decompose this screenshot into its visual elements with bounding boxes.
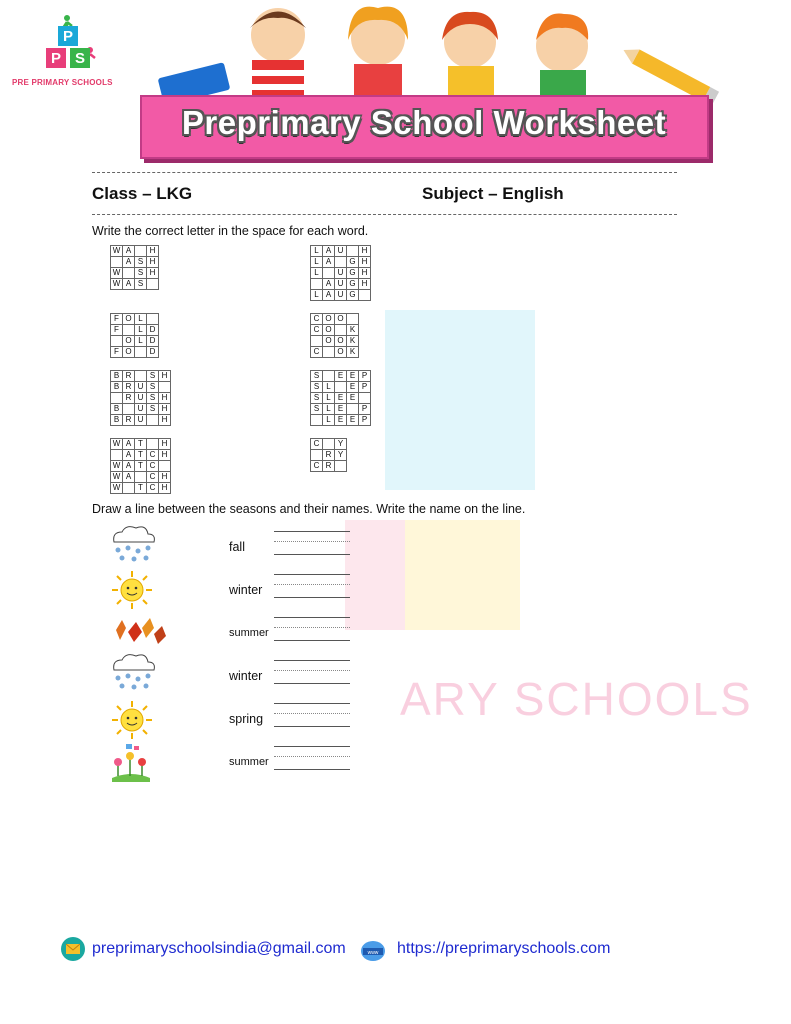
grid-letter: C: [147, 461, 159, 472]
grid-blank[interactable]: [123, 268, 135, 279]
letter-grid-left-3: [110, 370, 171, 426]
divider-bottom: [92, 214, 677, 215]
writing-line-top: [274, 660, 350, 661]
grid-letter: H: [159, 371, 171, 382]
grid-letter: A: [123, 257, 135, 268]
grid-letter: A: [123, 246, 135, 257]
grid-letter: C: [311, 314, 323, 325]
grid-letter: G: [347, 268, 359, 279]
grid-letter: P: [359, 415, 371, 426]
grid-blank[interactable]: [111, 393, 123, 404]
globe-icon: [360, 940, 386, 962]
footer-website[interactable]: https://preprimaryschools.com: [397, 940, 611, 957]
grid-letter: R: [323, 461, 335, 472]
grid-letter: F: [111, 314, 123, 325]
grid-letter: C: [311, 439, 323, 450]
grid-letter: L: [311, 246, 323, 257]
writing-line-base[interactable]: [274, 769, 350, 770]
logo-text: PRE PRIMARY SCHOOLS: [12, 78, 113, 87]
letter-grid-right-2: [310, 313, 359, 358]
grid-letter: F: [111, 325, 123, 336]
writing-line-mid: [274, 756, 350, 757]
grid-letter: C: [147, 483, 159, 494]
grid-letter: U: [335, 290, 347, 301]
watermark-block-s: [405, 520, 520, 630]
grid-letter: H: [159, 450, 171, 461]
grid-letter: U: [335, 246, 347, 257]
subject-label: Subject – English: [422, 184, 564, 203]
grid-blank[interactable]: [311, 450, 323, 461]
grid-letter: O: [335, 347, 347, 358]
grid-letter: G: [347, 257, 359, 268]
logo-letter-left: P: [46, 48, 66, 68]
svg-text:www: www: [367, 950, 379, 956]
grid-letter: B: [111, 404, 123, 415]
grid-letter: B: [111, 415, 123, 426]
grid-letter: R: [123, 393, 135, 404]
grid-blank[interactable]: [335, 257, 347, 268]
letter-grid-right-1: [310, 245, 371, 301]
grid-letter: B: [111, 371, 123, 382]
writing-line-top: [274, 574, 350, 575]
watermark-block-left: [345, 520, 405, 630]
letter-grid-right-4: [310, 438, 347, 472]
grid-letter: D: [147, 325, 159, 336]
season-word-5: spring: [229, 712, 264, 726]
grid-letter: S: [147, 393, 159, 404]
grid-letter: W: [111, 279, 123, 290]
grid-blank[interactable]: [347, 246, 359, 257]
grid-blank[interactable]: [323, 371, 335, 382]
grid-blank[interactable]: [147, 415, 159, 426]
grid-letter: L: [311, 257, 323, 268]
grid-blank[interactable]: [159, 461, 171, 472]
snow-cloud-icon: [108, 652, 158, 692]
grid-letter: H: [159, 439, 171, 450]
grid-letter: A: [323, 290, 335, 301]
grid-blank[interactable]: [147, 279, 159, 290]
grid-letter: E: [347, 415, 359, 426]
sun-icon: [110, 570, 154, 610]
season-word-3: summer: [229, 627, 269, 639]
grid-letter: C: [147, 450, 159, 461]
grid-letter: W: [111, 246, 123, 257]
grid-letter: S: [135, 279, 147, 290]
grid-letter: H: [359, 257, 371, 268]
grid-letter: Y: [335, 450, 347, 461]
grid-letter: H: [359, 268, 371, 279]
instruction-seasons: Draw a line between the seasons and their names. Write the name on the line.: [92, 502, 526, 516]
logo-letter-right: S: [70, 48, 90, 68]
instruction-letters: Write the correct letter in the space for each word.: [92, 224, 369, 238]
grid-letter: F: [111, 347, 123, 358]
grid-letter: S: [311, 371, 323, 382]
season-word-1: fall: [229, 540, 245, 554]
grid-letter: O: [335, 314, 347, 325]
grid-letter: S: [311, 393, 323, 404]
grid-letter: A: [323, 257, 335, 268]
grid-letter: U: [335, 268, 347, 279]
grid-blank[interactable]: [147, 314, 159, 325]
grid-blank[interactable]: [323, 268, 335, 279]
writing-line-mid: [274, 670, 350, 671]
grid-letter: E: [335, 415, 347, 426]
grid-letter: S: [147, 404, 159, 415]
writing-line-top: [274, 617, 350, 618]
grid-letter: W: [111, 439, 123, 450]
grid-letter: G: [347, 279, 359, 290]
grid-blank[interactable]: [359, 393, 371, 404]
writing-line-mid: [274, 713, 350, 714]
grid-letter: H: [147, 268, 159, 279]
class-label: Class – LKG: [92, 184, 193, 203]
grid-letter: T: [135, 483, 147, 494]
grid-letter: S: [135, 257, 147, 268]
writing-line-mid: [274, 584, 350, 585]
grid-letter: T: [135, 450, 147, 461]
grid-letter: W: [111, 483, 123, 494]
grid-letter: E: [347, 371, 359, 382]
grid-letter: U: [135, 382, 147, 393]
letter-grid-left-2: [110, 313, 159, 358]
grid-letter: W: [111, 461, 123, 472]
grid-letter: R: [323, 450, 335, 461]
grid-letter: D: [147, 347, 159, 358]
grid-letter: E: [335, 371, 347, 382]
grid-letter: A: [323, 246, 335, 257]
grid-letter: C: [311, 347, 323, 358]
grid-letter: O: [323, 325, 335, 336]
writing-line-top: [274, 531, 350, 532]
writing-line-mid: [274, 627, 350, 628]
grid-blank[interactable]: [123, 404, 135, 415]
grid-letter: O: [323, 336, 335, 347]
logo-letter-top: P: [58, 26, 78, 46]
grid-letter: H: [147, 246, 159, 257]
grid-letter: O: [323, 314, 335, 325]
writing-line-base[interactable]: [274, 683, 350, 684]
grid-letter: C: [311, 325, 323, 336]
grid-letter: L: [323, 404, 335, 415]
grid-letter: E: [335, 393, 347, 404]
grid-letter: U: [135, 404, 147, 415]
grid-letter: Y: [335, 439, 347, 450]
letter-grid-left-4: [110, 438, 171, 494]
grid-blank[interactable]: [135, 472, 147, 483]
grid-blank[interactable]: [159, 382, 171, 393]
grid-letter: W: [111, 472, 123, 483]
grid-letter: K: [347, 336, 359, 347]
grid-blank[interactable]: [347, 404, 359, 415]
grid-blank[interactable]: [135, 246, 147, 257]
divider-top: [92, 172, 677, 173]
grid-letter: T: [135, 439, 147, 450]
grid-letter: A: [123, 279, 135, 290]
grid-blank[interactable]: [111, 257, 123, 268]
grid-letter: C: [311, 461, 323, 472]
grid-letter: E: [347, 382, 359, 393]
grid-blank[interactable]: [323, 347, 335, 358]
grid-letter: S: [135, 268, 147, 279]
grid-letter: E: [347, 393, 359, 404]
grid-letter: A: [123, 472, 135, 483]
children-illustration: [150, 0, 730, 110]
grid-letter: S: [147, 382, 159, 393]
grid-letter: P: [359, 382, 371, 393]
writing-line-base[interactable]: [274, 726, 350, 727]
grid-blank[interactable]: [147, 439, 159, 450]
writing-line-top: [274, 746, 350, 747]
grid-letter: U: [135, 415, 147, 426]
grid-letter: U: [135, 393, 147, 404]
grid-letter: A: [123, 450, 135, 461]
grid-letter: G: [347, 290, 359, 301]
grid-letter: H: [159, 404, 171, 415]
writing-line-mid: [274, 541, 350, 542]
letter-grid-left-1: [110, 245, 159, 290]
watermark-block-p: [385, 310, 535, 490]
grid-letter: B: [111, 382, 123, 393]
grid-letter: A: [323, 279, 335, 290]
grid-letter: L: [311, 268, 323, 279]
grid-letter: D: [147, 336, 159, 347]
letter-grid-right-3: [310, 370, 371, 426]
grid-blank[interactable]: [123, 325, 135, 336]
grid-blank[interactable]: [135, 371, 147, 382]
grid-blank[interactable]: [347, 314, 359, 325]
grid-letter: T: [135, 461, 147, 472]
grid-letter: R: [123, 415, 135, 426]
grid-letter: R: [123, 371, 135, 382]
sun-icon: [110, 700, 154, 740]
grid-blank[interactable]: [335, 382, 347, 393]
grid-letter: U: [335, 279, 347, 290]
writing-line-top: [274, 703, 350, 704]
grid-letter: H: [159, 472, 171, 483]
grid-blank[interactable]: [359, 290, 371, 301]
grid-letter: L: [323, 382, 335, 393]
watermark-text: ARY SCHOOLS: [400, 673, 753, 725]
grid-letter: H: [359, 279, 371, 290]
grid-letter: K: [347, 325, 359, 336]
season-word-4: winter: [229, 669, 263, 683]
grid-letter: P: [359, 371, 371, 382]
grid-letter: L: [135, 314, 147, 325]
writing-line-base[interactable]: [274, 554, 350, 555]
snow-cloud-icon: [108, 524, 158, 564]
grid-letter: S: [311, 382, 323, 393]
grid-letter: O: [123, 336, 135, 347]
grid-blank[interactable]: [111, 336, 123, 347]
grid-blank[interactable]: [135, 347, 147, 358]
grid-letter: W: [111, 268, 123, 279]
grid-blank[interactable]: [311, 279, 323, 290]
grid-blank[interactable]: [311, 415, 323, 426]
grid-letter: L: [311, 290, 323, 301]
grid-letter: L: [135, 336, 147, 347]
grid-letter: P: [359, 404, 371, 415]
email-icon: [60, 936, 86, 962]
grid-letter: S: [311, 404, 323, 415]
grid-blank[interactable]: [311, 336, 323, 347]
grid-letter: L: [323, 415, 335, 426]
grid-letter: K: [347, 347, 359, 358]
grid-blank[interactable]: [335, 461, 347, 472]
grid-blank[interactable]: [123, 483, 135, 494]
grid-letter: H: [159, 483, 171, 494]
grid-letter: E: [335, 404, 347, 415]
grid-letter: O: [123, 314, 135, 325]
grid-letter: A: [123, 461, 135, 472]
grid-blank[interactable]: [335, 325, 347, 336]
grid-letter: H: [147, 257, 159, 268]
autumn-leaves-icon: [108, 614, 168, 646]
writing-line-base[interactable]: [274, 597, 350, 598]
grid-letter: A: [123, 439, 135, 450]
grid-letter: H: [159, 393, 171, 404]
grid-blank[interactable]: [323, 439, 335, 450]
spring-flowers-icon: [108, 742, 154, 782]
grid-letter: L: [135, 325, 147, 336]
grid-letter: O: [123, 347, 135, 358]
grid-letter: H: [159, 415, 171, 426]
season-word-2: winter: [229, 583, 263, 597]
footer-email[interactable]: preprimaryschoolsindia@gmail.com: [92, 940, 346, 957]
grid-letter: C: [147, 472, 159, 483]
grid-letter: R: [123, 382, 135, 393]
grid-letter: O: [335, 336, 347, 347]
grid-blank[interactable]: [111, 450, 123, 461]
grid-letter: L: [323, 393, 335, 404]
grid-letter: S: [147, 371, 159, 382]
season-word-6: summer: [229, 756, 269, 768]
writing-line-base[interactable]: [274, 640, 350, 641]
grid-letter: H: [359, 246, 371, 257]
banner-title: Preprimary School Worksheet: [181, 104, 667, 141]
